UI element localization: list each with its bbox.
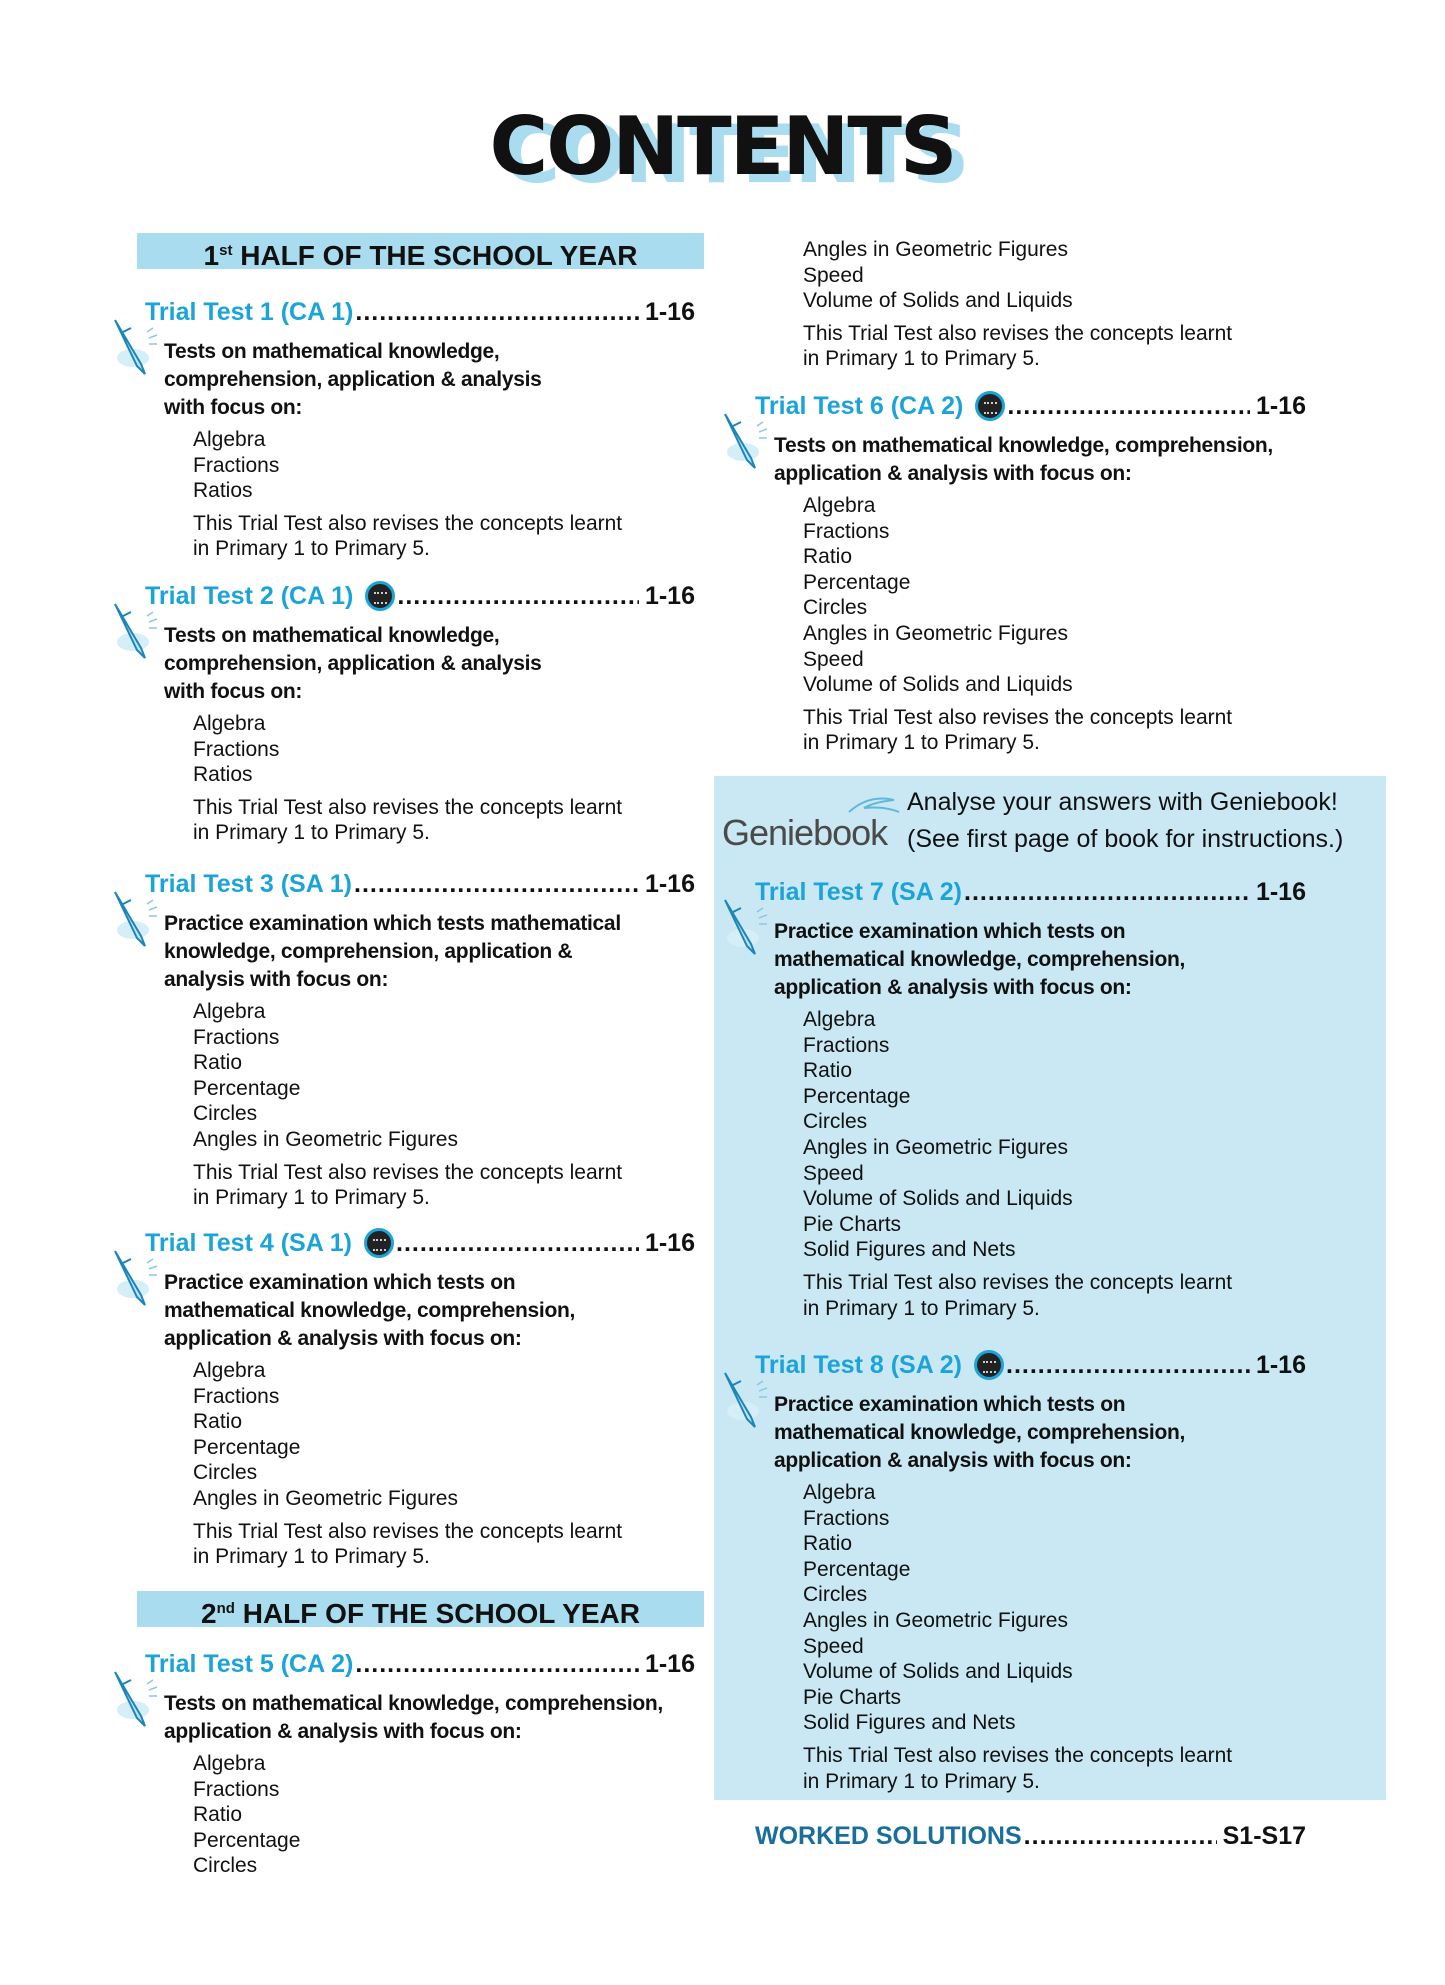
toc-entry-trial-test-3 [145, 866, 695, 1211]
topic-item: Algebra [193, 1000, 266, 1023]
topic-item: Percentage [193, 1828, 301, 1852]
test-description: Tests on mathematical knowledge, comprehension, application & analysis with focus on: [164, 624, 542, 703]
revision-note: This Trial Test also revises the concepts learnt in Primary 1 to Primary 5. [193, 1160, 623, 1210]
topic-list [193, 427, 695, 504]
toc-entry-trial-test-2 [145, 578, 695, 846]
topic-item: Algebra [803, 1008, 876, 1031]
revision-note: This Trial Test also revises the concepts learnt in Primary 1 to Primary 5. [193, 1519, 623, 1569]
topic-list [803, 237, 1306, 314]
topic-item: Fractions [803, 1506, 890, 1530]
topic-item: Circles [193, 1854, 258, 1878]
topic-list [193, 1358, 695, 1512]
topic-list [803, 1480, 1306, 1736]
topic-item: Pie Charts [803, 1685, 902, 1709]
test-description: Practice examination which tests on mathematical knowledge, comprehension, application & analysis with focus on: [774, 1393, 1186, 1472]
topic-item: Percentage [803, 570, 911, 594]
page-range: 1-16 [644, 297, 695, 326]
topic-item: Ratio [193, 1803, 243, 1827]
video-solution-icon[interactable] [974, 1350, 1004, 1380]
worked-solutions-entry[interactable]: WORKED SOLUTIONS ..... S1-S17 [755, 1818, 1306, 1854]
toc-entry-trial-test-7 [755, 874, 1306, 1321]
topic-item: Speed [803, 1634, 864, 1658]
topic-item: Percentage [803, 1084, 911, 1108]
topic-item: Ratios [193, 479, 253, 503]
topic-list [803, 1007, 1306, 1263]
pen-icon [111, 1670, 159, 1730]
topic-item: Fractions [193, 453, 280, 477]
dot-leader [355, 1650, 639, 1679]
topic-item: Solid Figures and Nets [803, 1238, 1016, 1262]
topic-item: Fractions [193, 737, 280, 761]
revision-note: This Trial Test also revises the concepts learnt in Primary 1 to Primary 5. [193, 511, 623, 561]
pen-icon [111, 318, 159, 378]
toc-entry-trial-test-4 [145, 1225, 695, 1570]
topic-item: Fractions [193, 1777, 280, 1801]
page-range: 1-16 [644, 1228, 695, 1257]
dot-leader [354, 870, 639, 899]
dot-leader [1007, 392, 1250, 421]
section-header-second-half: 2nd HALF OF THE SCHOOL YEAR [137, 1591, 704, 1627]
video-solution-icon[interactable] [364, 1228, 394, 1258]
topic-item: Angles in Geometric Figures [803, 1135, 1068, 1159]
trial-test-link[interactable]: Trial Test 7 (SA 2) ..... 1-16 [755, 874, 1306, 910]
topic-item: Circles [193, 1102, 258, 1126]
topic-item: Algebra [193, 1359, 266, 1382]
page-range: 1-16 [1255, 391, 1306, 420]
topic-item: Solid Figures and Nets [803, 1711, 1016, 1735]
topic-item: Ratio [193, 1051, 243, 1075]
topic-list [193, 711, 695, 788]
test-description: Practice examination which tests mathematical knowledge, comprehension, application & analysis with focus on: [164, 912, 621, 991]
topic-item: Volume of Solids and Liquids [803, 1660, 1073, 1684]
topic-item: Fractions [193, 1025, 280, 1049]
video-solution-icon[interactable] [975, 391, 1005, 421]
trial-test-link[interactable]: Trial Test 5 (CA 2) ..... 1-16 [145, 1646, 695, 1682]
dot-leader [397, 582, 639, 611]
pen-icon [111, 602, 159, 662]
page-range: 1-16 [644, 869, 695, 898]
topic-item: Angles in Geometric Figures [193, 1127, 458, 1151]
topic-item: Fractions [803, 1033, 890, 1057]
topic-item: Ratio [193, 1410, 243, 1434]
test-description: Practice examination which tests on mathematical knowledge, comprehension, application & analysis with focus on: [774, 920, 1186, 999]
topic-item: Volume of Solids and Liquids [803, 673, 1073, 697]
topic-item: Ratio [803, 1059, 853, 1083]
page-title: CONTENTS [489, 100, 956, 193]
topic-item: Algebra [193, 428, 266, 451]
trial-test-link[interactable]: Trial Test 3 (SA 1) ..... 1-16 [145, 866, 695, 902]
page-range: 1-16 [1255, 877, 1306, 906]
revision-note: This Trial Test also revises the concepts learnt in Primary 1 to Primary 5. [803, 1743, 1233, 1793]
trial-test-link[interactable]: Trial Test 1 (CA 1) ..... 1-16 [145, 294, 695, 330]
topic-list [193, 999, 695, 1153]
revision-note: This Trial Test also revises the concepts learnt in Primary 1 to Primary 5. [803, 321, 1233, 371]
topic-item: Algebra [193, 1752, 266, 1775]
topic-item: Percentage [803, 1557, 911, 1581]
pen-icon [721, 412, 769, 472]
dot-leader [355, 298, 639, 327]
trial-test-link[interactable]: Trial Test 8 (SA 2) ..... 1-16 [755, 1347, 1306, 1383]
dot-leader [1006, 1351, 1250, 1380]
test-description: Tests on mathematical knowledge, comprehension, application & analysis with focus on: [164, 1692, 663, 1743]
dot-leader [396, 1229, 639, 1258]
topic-item: Angles in Geometric Figures [803, 621, 1068, 645]
topic-item: Ratio [803, 1532, 853, 1556]
toc-entry-trial-test-5-continued [755, 237, 1306, 372]
topic-item: Angles in Geometric Figures [803, 1608, 1068, 1632]
topic-item: Fractions [803, 519, 890, 543]
revision-note: This Trial Test also revises the concepts learnt in Primary 1 to Primary 5. [193, 795, 623, 845]
topic-item: Circles [803, 596, 868, 620]
geniebook-banner: Geniebook Analyse your answers with Geniebook! (See first page of book for instructions.) [722, 788, 1344, 853]
toc-entry-trial-test-1 [145, 294, 695, 562]
topic-item: Algebra [803, 1481, 876, 1504]
pen-icon [721, 1371, 769, 1431]
toc-entry-trial-test-5 [145, 1646, 695, 1879]
test-description: Tests on mathematical knowledge, comprehension, application & analysis with focus on: [774, 434, 1273, 485]
topic-item: Angles in Geometric Figures [803, 238, 1068, 261]
test-description: Tests on mathematical knowledge, comprehension, application & analysis with focus on: [164, 340, 542, 419]
topic-list [193, 1751, 695, 1879]
topic-item: Algebra [193, 712, 266, 735]
pen-icon [111, 890, 159, 950]
page-range: 1-16 [644, 1649, 695, 1678]
revision-note: This Trial Test also revises the concepts learnt in Primary 1 to Primary 5. [803, 1270, 1233, 1320]
trial-test-link[interactable]: Trial Test 6 (CA 2) ..... 1-16 [755, 388, 1306, 424]
topic-item: Speed [803, 1161, 864, 1185]
topic-item: Pie Charts [803, 1212, 902, 1236]
topic-list [803, 493, 1306, 698]
topic-item: Circles [803, 1110, 868, 1134]
pen-icon [721, 898, 769, 958]
topic-item: Volume of Solids and Liquids [803, 1187, 1073, 1211]
topic-item: Volume of Solids and Liquids [803, 289, 1073, 313]
video-solution-icon[interactable] [365, 581, 395, 611]
test-description: Practice examination which tests on mathematical knowledge, comprehension, application & analysis with focus on: [164, 1271, 576, 1350]
page-range: 1-16 [1255, 1350, 1306, 1379]
toc-entry-trial-test-6 [755, 388, 1306, 756]
toc-entry-trial-test-8 [755, 1347, 1306, 1794]
topic-item: Fractions [193, 1384, 280, 1408]
topic-item: Ratio [803, 545, 853, 569]
topic-item: Percentage [193, 1435, 301, 1459]
pen-icon [111, 1249, 159, 1309]
geniebook-logo: Geniebook [722, 812, 888, 853]
topic-item: Ratios [193, 763, 253, 787]
revision-note: This Trial Test also revises the concepts learnt in Primary 1 to Primary 5. [803, 705, 1233, 755]
topic-item: Algebra [803, 494, 876, 517]
topic-item: Speed [803, 263, 864, 287]
trial-test-link[interactable]: Trial Test 4 (SA 1) ..... 1-16 [145, 1225, 695, 1261]
dot-leader [964, 878, 1250, 907]
topic-item: Circles [803, 1583, 868, 1607]
topic-item: Percentage [193, 1076, 301, 1100]
topic-item: Circles [193, 1461, 258, 1485]
trial-test-link[interactable]: Trial Test 2 (CA 1) ..... 1-16 [145, 578, 695, 614]
page-range: 1-16 [644, 581, 695, 610]
topic-item: Speed [803, 647, 864, 671]
topic-item: Angles in Geometric Figures [193, 1486, 458, 1510]
section-header-first-half: 1st HALF OF THE SCHOOL YEAR [137, 233, 704, 269]
